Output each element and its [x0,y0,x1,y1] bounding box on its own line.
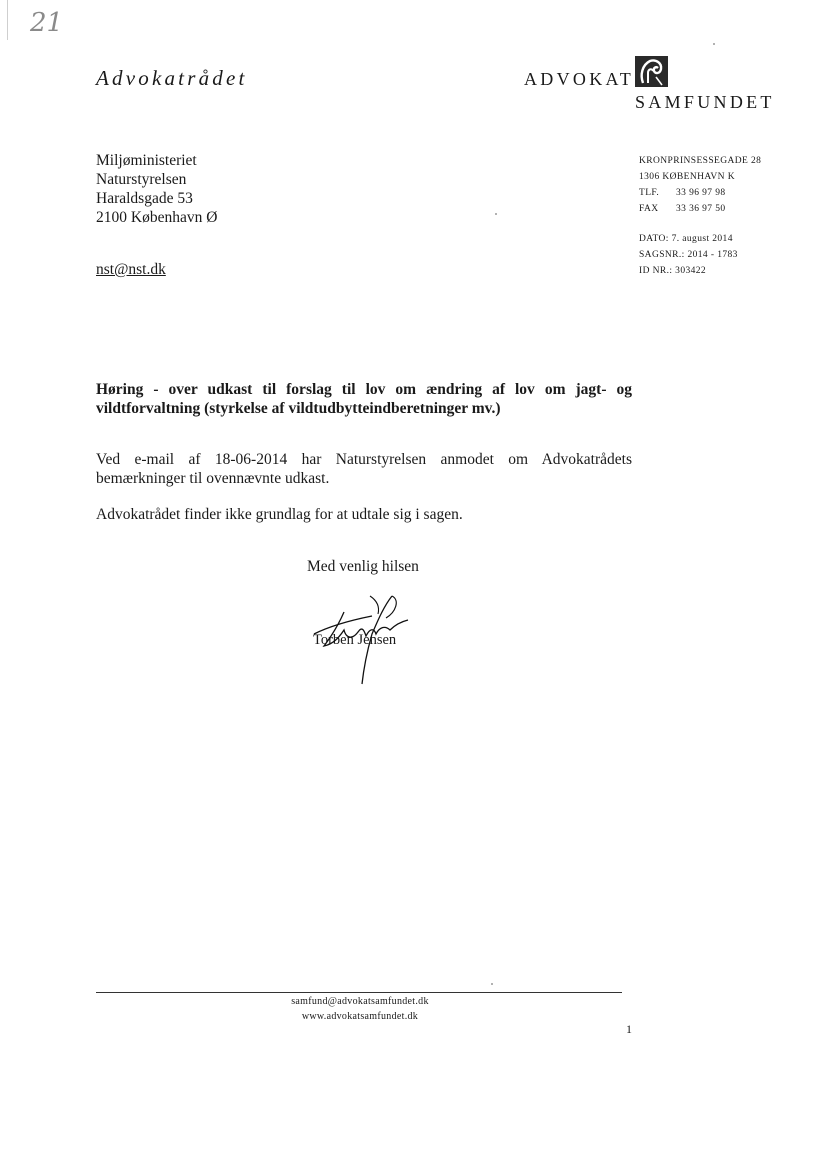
recipient-address [96,151,217,227]
fax-number: 33 36 97 50 [676,204,726,214]
scan-speck [491,983,493,985]
page-margin-mark [7,0,8,40]
footer-website-link[interactable]: www.advokatsamfundet.dk [301,1011,419,1022]
advokatsamfundet-logo-icon [634,55,669,88]
phone-label: TLF. [639,188,660,198]
scan-speck [495,213,497,215]
letter-subject: Høring - over udkast til forslag til lov om ændring af lov om jagt- og vildtforvaltning (styrkelse af vildtudbytteindberetninger mv.) [96,381,632,417]
recipient-line: Naturstyrelsen [96,171,187,188]
recipient-line: Haraldsgade 53 [96,190,193,207]
id-number: ID NR.: 303422 [639,266,707,276]
advokatraadet-wordmark: Advokatrådet [96,66,248,90]
fax-label: FAX [639,204,659,214]
recipient-line: Miljøministeriet [96,152,197,169]
advokat-wordmark: ADVOKAT [524,69,635,89]
case-number: SAGSNR.: 2014 - 1783 [639,250,738,260]
letter-paragraph: Ved e-mail af 18-06-2014 har Naturstyrelsen anmodet om Advokatrådets bemærkninger til ovennævnte udkast. [96,451,632,487]
handwritten-signature [300,586,440,686]
phone-number: 33 96 97 98 [676,188,726,198]
recipient-line: 2100 København Ø [96,209,218,226]
footer-email-link[interactable]: samfund@advokatsamfundet.dk [291,996,429,1007]
sender-phone [639,185,761,201]
letter-date: DATO: 7. august 2014 [639,234,733,244]
letter-closing: Med venlig hilsen [307,558,419,575]
sender-fax [639,201,761,217]
recipient-email-link[interactable]: nst@nst.dk [96,261,166,278]
scan-speck [713,43,715,45]
footer-divider [96,992,622,993]
letter-paragraph: Advokatrådet finder ikke grundlag for at udtale sig i sagen. [96,506,463,523]
handwritten-page-note: 21 [30,8,64,38]
reference-block [639,231,738,279]
samfundet-wordmark: SAMFUNDET [635,92,775,112]
sender-contact-block [639,153,761,217]
page-number: 1 [626,1022,632,1036]
sender-address-line: KRONPRINSESSEGADE 28 [639,156,762,166]
signer-name: Torben Jensen [313,632,397,648]
sender-address-line: 1306 KØBENHAVN K [639,172,735,182]
